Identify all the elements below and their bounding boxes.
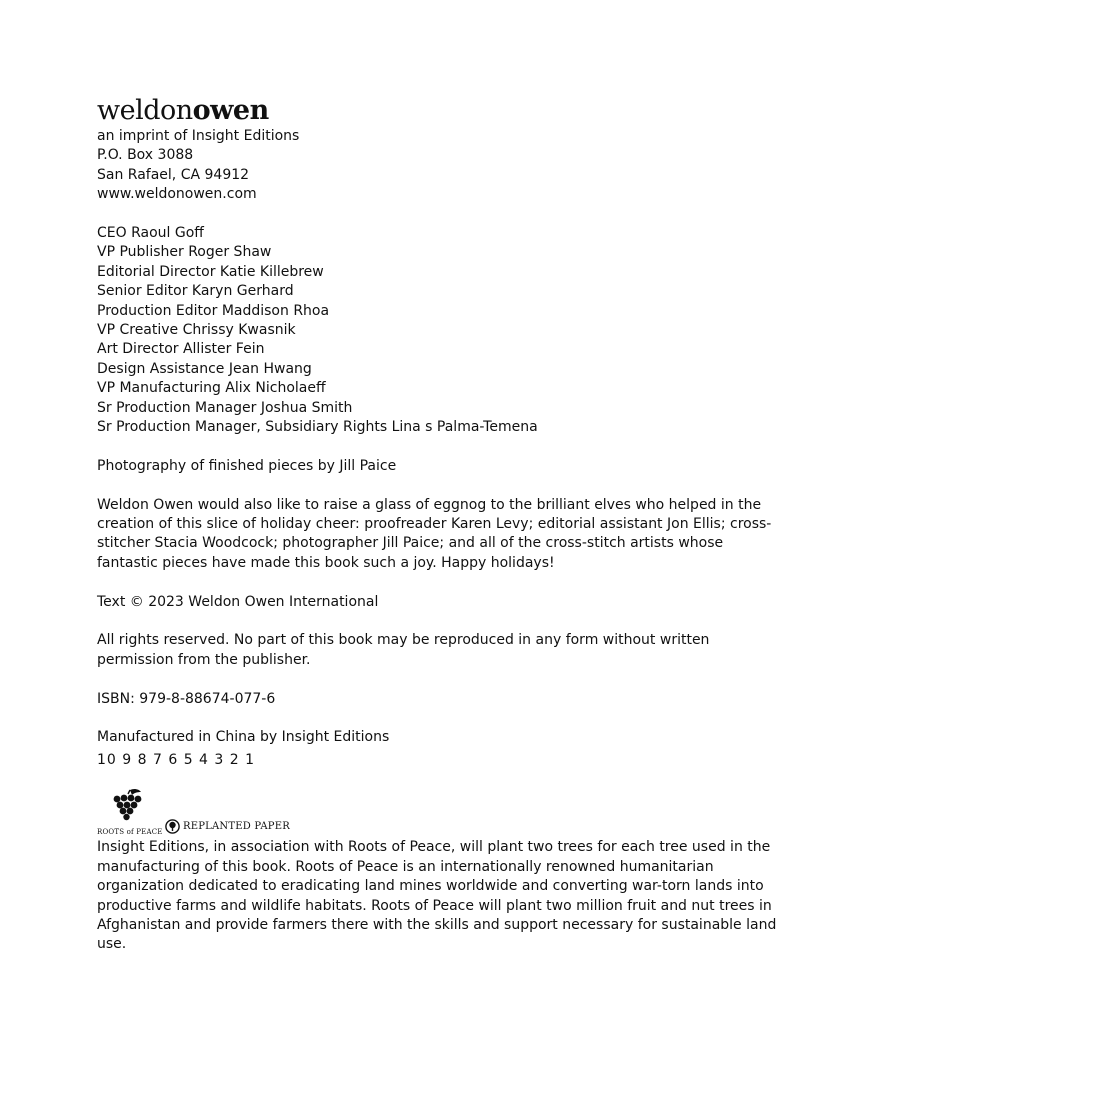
weldon-owen-logo	[97, 96, 787, 127]
staff-line: VP Publisher Roger Shaw	[97, 244, 272, 261]
copyright-page	[97, 96, 787, 955]
staff-line: Editorial Director Katie Killebrew	[97, 263, 324, 280]
grapes-icon	[108, 788, 148, 822]
manufactured-line: Manufactured in China by Insight Editions	[97, 729, 390, 746]
staff-line: Art Director Allister Fein	[97, 341, 265, 358]
replanted-paper-label: REPLANTED PAPER	[183, 820, 290, 832]
photography-credit: Photography of finished pieces by Jill Paice	[97, 457, 397, 474]
spacer	[97, 612, 787, 631]
staff-line: VP Creative Chrissy Kwasnik	[97, 322, 296, 339]
spacer	[97, 476, 787, 495]
roots-of-peace-logo	[97, 796, 161, 838]
city-line: San Rafael, CA 94912	[97, 166, 250, 183]
imprint-line: an imprint of Insight Editions	[97, 128, 300, 144]
po-box-line: P.O. Box 3088	[97, 147, 194, 164]
website-link[interactable]: www.weldonowen.com	[97, 186, 257, 203]
replanted-paper-logo	[165, 818, 290, 834]
acknowledgement-paragraph: Weldon Owen would also like to raise a glass of eggnog to the brilliant elves who helped in the creation of this slice of holiday cheer: proofreader Karen Levy; editorial assistant Jon Ellis; cross-stitcher Stacia Woodcock; photographer Jill Paice; and all of the cross-stitch artists whose fantastic pieces have made this book such a joy. Happy holidays!	[97, 496, 772, 571]
rights-paragraph: All rights reserved. No part of this book may be reproduced in any form without written permission from the publisher.	[97, 632, 710, 668]
printing-number-line: 10 9 8 7 6 5 4 3 2 1	[97, 751, 256, 768]
staff-line: Senior Editor Karyn Gerhard	[97, 283, 294, 300]
spacer	[97, 205, 787, 224]
copyright-line: Text © 2023 Weldon Owen International	[97, 593, 379, 610]
staff-line: CEO Raoul Goff	[97, 225, 204, 242]
logo-bold-text: owen	[192, 95, 269, 126]
staff-line: VP Manufacturing Alix Nicholaeff	[97, 380, 326, 397]
isbn-line: ISBN: 979-8-88674-077-6	[97, 690, 276, 707]
roots-of-peace-statement: Insight Editions, in association with Roots of Peace, will plant two trees for each tree used in the manufacturing of this book. Roots of Peace is an internationally renowned humanitarian organization dedicated to eradicating land mines worldwide and converting war-torn lands into productive farms and wildlife habitats. Roots of Peace will plant two million fruit and nut trees in Afghanistan and provide farmers there with the skills and support necessary for sustainable land use.	[97, 839, 777, 953]
staff-line: Sr Production Manager Joshua Smith	[97, 399, 353, 416]
staff-line: Sr Production Manager, Subsidiary Rights Lina s Palma-Temena	[97, 419, 538, 436]
logo-light-text: weldon	[97, 95, 193, 126]
environmental-logos	[97, 782, 787, 838]
spacer	[97, 709, 787, 728]
spacer	[97, 670, 787, 689]
staff-list	[97, 224, 787, 437]
staff-line: Production Editor Maddison Rhoa	[97, 302, 330, 319]
roots-of-peace-label: ROOTS of PEACE	[97, 828, 163, 837]
spacer	[97, 573, 787, 592]
staff-line: Design Assistance Jean Hwang	[97, 360, 312, 377]
spacer	[97, 437, 787, 456]
tree-seal-icon	[165, 819, 180, 834]
